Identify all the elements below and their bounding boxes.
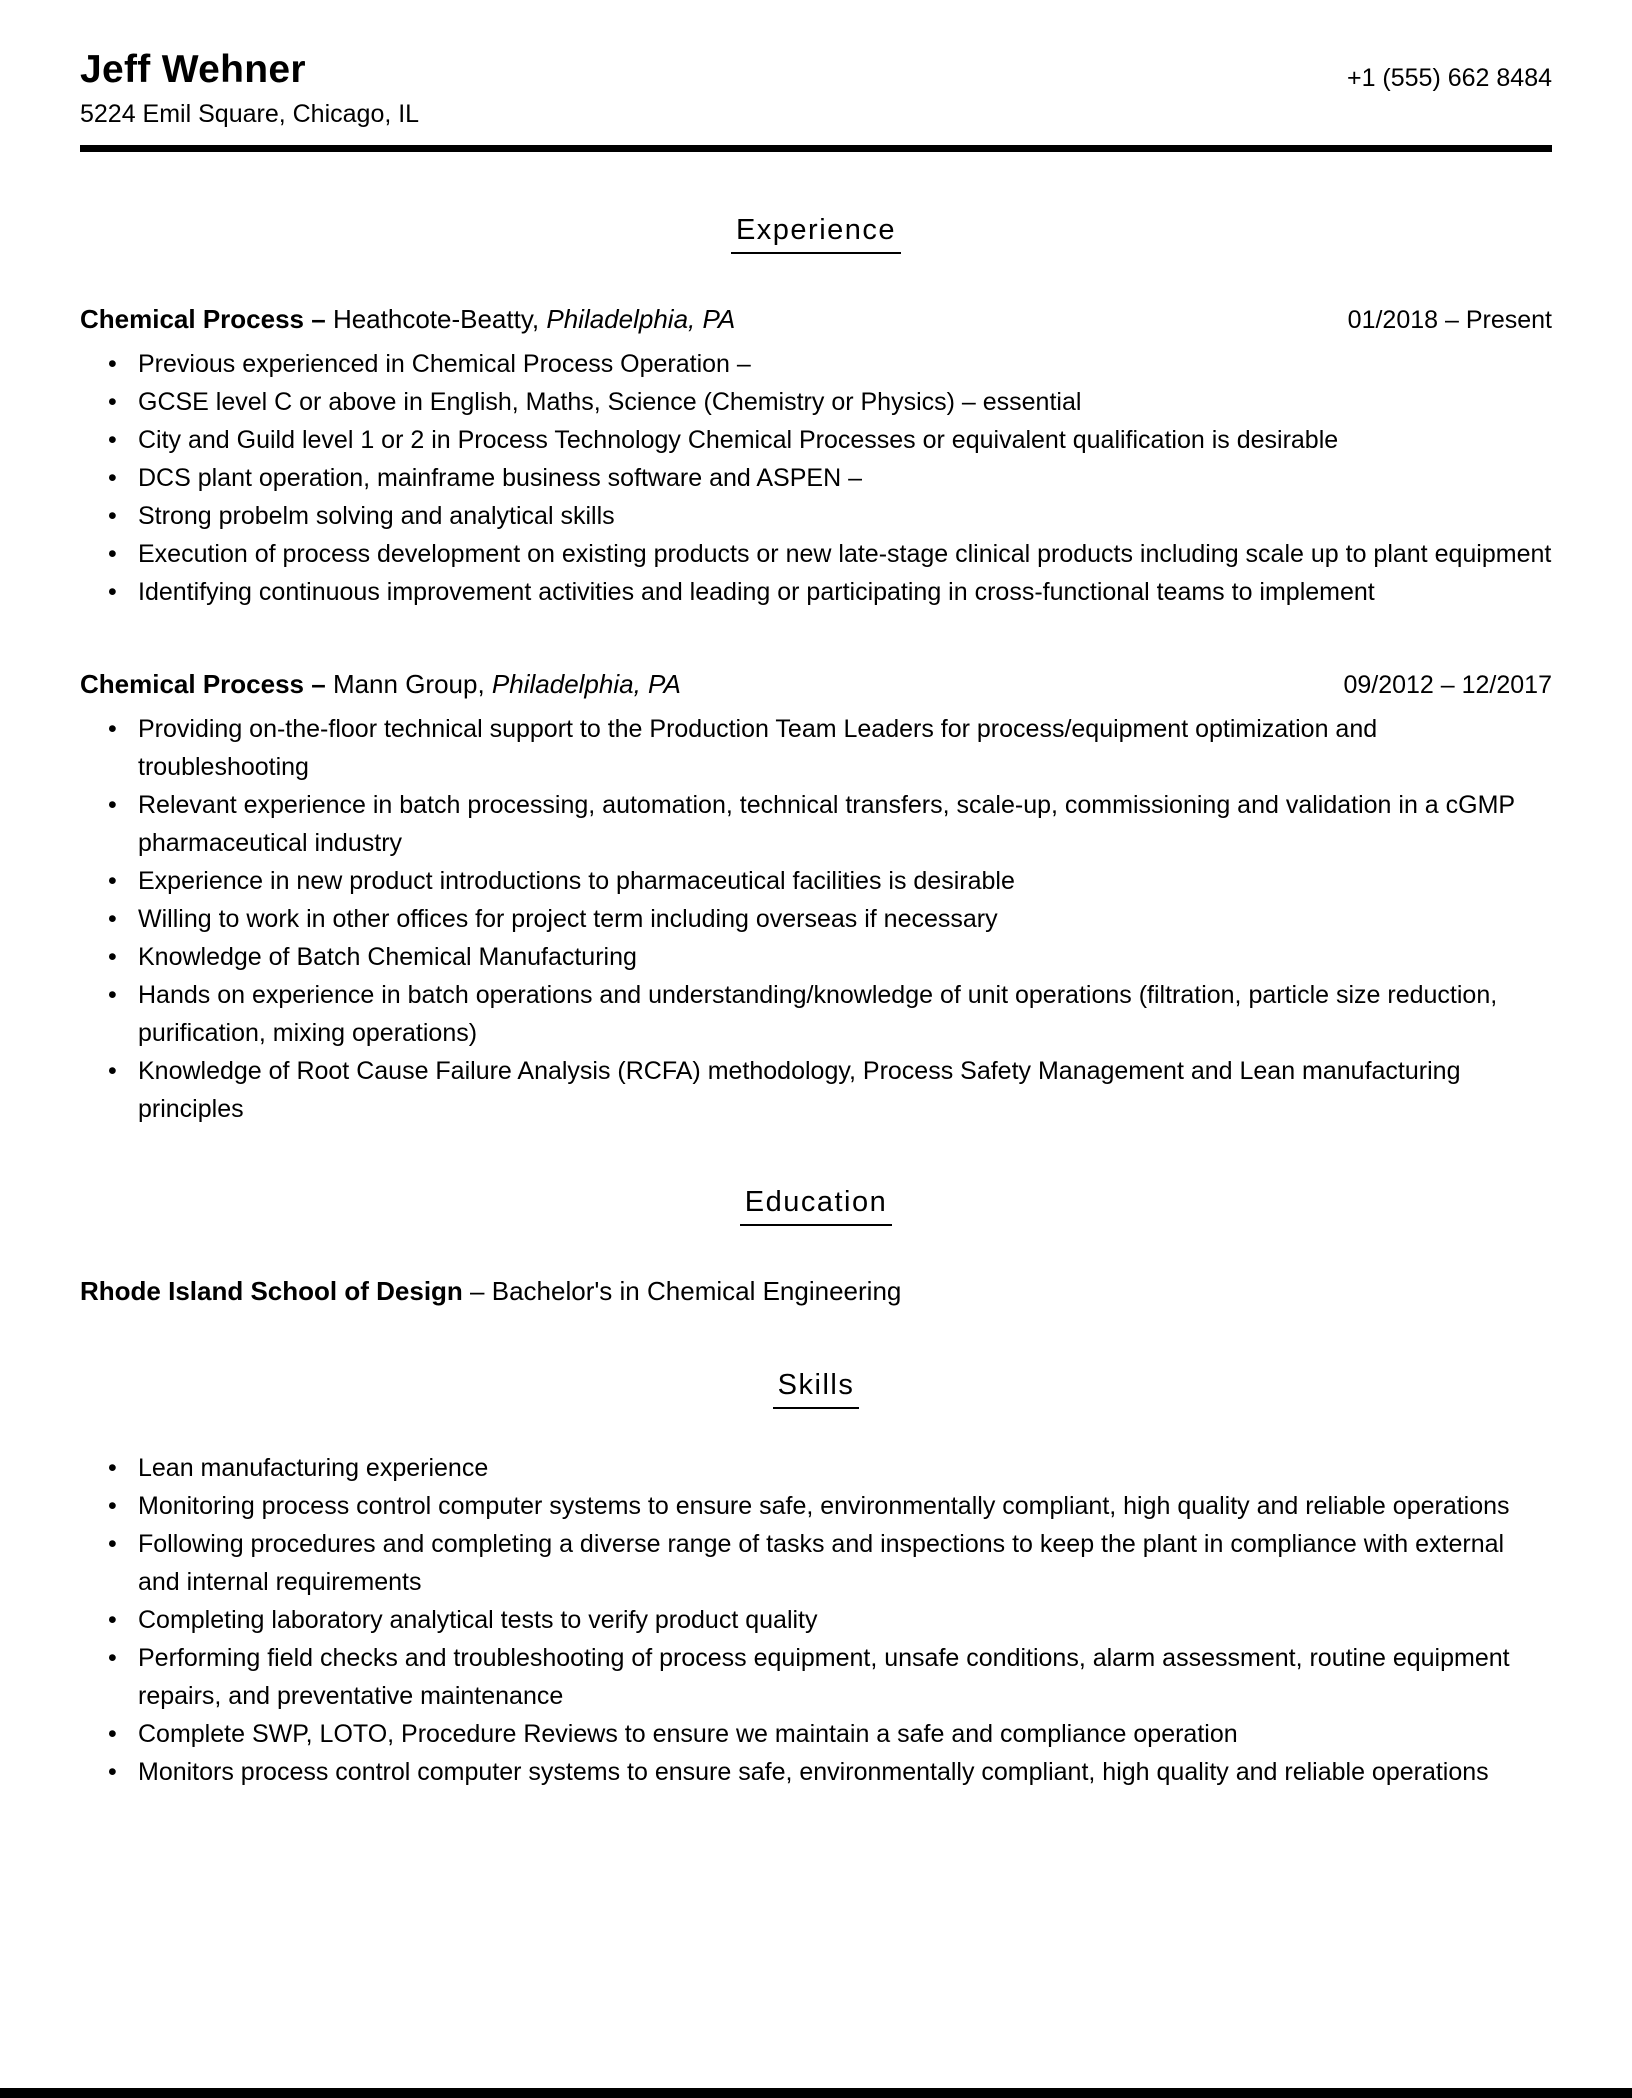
job-dates: 09/2012 – 12/2017 — [1343, 671, 1552, 699]
section-heading-education — [80, 1186, 1552, 1226]
education-degree: – Bachelor's in Chemical Engineering — [470, 1276, 902, 1306]
candidate-address: 5224 Emil Square, Chicago, IL — [80, 100, 420, 128]
bullet-item: • Monitors process control computer systems to ensure safe, environmentally compliant, high quality and reliable operations — [128, 1753, 1552, 1791]
header-divider — [80, 145, 1552, 152]
job-company: Mann Group, — [332, 669, 485, 699]
bullet-item: • Relevant experience in batch processing, automation, technical transfers, scale-up, commissioning and validation in a cGMP pharmaceutical industry — [128, 786, 1552, 862]
skills-bullet-list — [80, 1449, 1552, 1791]
bullet-item: • Complete SWP, LOTO, Procedure Reviews to ensure we maintain a safe and compliance operation — [128, 1715, 1552, 1753]
job-role: Chemical Process – — [80, 669, 326, 699]
experience-title: Experience — [731, 214, 901, 254]
bullet-item: • Identifying continuous improvement activities and leading or participating in cross-functional teams to implement — [128, 573, 1552, 611]
job-title-2 — [80, 669, 681, 700]
bullet-item: • Knowledge of Batch Chemical Manufacturing — [128, 938, 1552, 976]
job-bullet-list-2 — [80, 710, 1552, 1128]
skills-title: Skills — [773, 1369, 860, 1409]
bullet-item: • Completing laboratory analytical tests to verify product quality — [128, 1601, 1552, 1639]
job-location: Philadelphia, PA — [491, 669, 681, 699]
education-entry — [80, 1276, 1552, 1307]
bullet-item: • DCS plant operation, mainframe business software and ASPEN – — [128, 459, 1552, 497]
education-title: Education — [740, 1186, 893, 1226]
bullet-item: • Providing on-the-floor technical support to the Production Team Leaders for process/equipment optimization and troubleshooting — [128, 710, 1552, 786]
bullet-item: • Monitoring process control computer systems to ensure safe, environmentally compliant, high quality and reliable operations — [128, 1487, 1552, 1525]
candidate-name: Jeff Wehner — [80, 48, 306, 91]
bullet-item: • Following procedures and completing a diverse range of tasks and inspections to keep the plant in compliance with external and internal requirements — [128, 1525, 1552, 1601]
job-company: Heathcote-Beatty, — [332, 304, 540, 334]
job-location: Philadelphia, PA — [546, 304, 736, 334]
education-school: Rhode Island School of Design — [80, 1276, 463, 1306]
job-header-1 — [80, 304, 1552, 335]
resume-header — [80, 48, 1552, 129]
bullet-item: • Strong probelm solving and analytical skills — [128, 497, 1552, 535]
bullet-item: • Previous experienced in Chemical Process Operation – — [128, 345, 1552, 383]
bullet-item: • City and Guild level 1 or 2 in Process Technology Chemical Processes or equivalent qualification is desirable — [128, 421, 1552, 459]
bullet-item: • Lean manufacturing experience — [128, 1449, 1552, 1487]
candidate-phone: +1 (555) 662 8484 — [1346, 64, 1552, 92]
section-heading-experience — [80, 214, 1552, 254]
job-dates: 01/2018 – Present — [1347, 306, 1552, 334]
job-role: Chemical Process – — [80, 304, 326, 334]
job-bullet-list-1 — [80, 345, 1552, 611]
bullet-item: • Performing field checks and troubleshooting of process equipment, unsafe conditions, alarm assessment, routine equipment repairs, and preventative maintenance — [128, 1639, 1552, 1715]
bullet-item: • Execution of process development on existing products or new late-stage clinical products including scale up to plant equipment — [128, 535, 1552, 573]
header-identity — [80, 48, 419, 129]
bullet-item: • Willing to work in other offices for project term including overseas if necessary — [128, 900, 1552, 938]
page-bottom-divider — [0, 2088, 1632, 2098]
section-heading-skills — [80, 1369, 1552, 1409]
bullet-item: • Experience in new product introductions to pharmaceutical facilities is desirable — [128, 862, 1552, 900]
bullet-item: • GCSE level C or above in English, Maths, Science (Chemistry or Physics) – essential — [128, 383, 1552, 421]
job-header-2 — [80, 669, 1552, 700]
job-title-1 — [80, 304, 735, 335]
bullet-item: • Knowledge of Root Cause Failure Analysis (RCFA) methodology, Process Safety Management and Lean manufacturing principles — [128, 1052, 1552, 1128]
bullet-item: • Hands on experience in batch operations and understanding/knowledge of unit operations (filtration, particle size reduction, purification, mixing operations) — [128, 976, 1552, 1052]
